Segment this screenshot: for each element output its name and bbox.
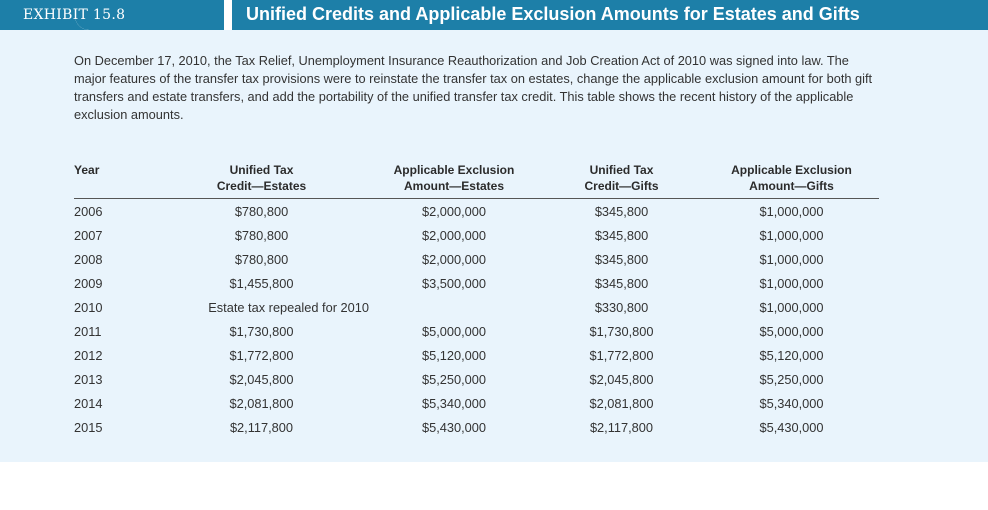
cell-exclusion-estates: $5,250,000	[421, 371, 487, 387]
cell-year: 2008	[74, 251, 103, 267]
cell-unified-credit-gifts: $345,800	[594, 203, 649, 219]
cell-unified-credit-estates: $1,455,800	[229, 275, 294, 291]
table-row	[74, 247, 879, 271]
cell-unified-credit-estates: $780,800	[234, 203, 289, 219]
cell-exclusion-estates: $5,340,000	[421, 395, 487, 411]
cell-unified-credit-gifts: $1,730,800	[589, 323, 654, 339]
table-row	[74, 223, 879, 247]
table-row	[74, 295, 879, 319]
cell-unified-credit-gifts: $330,800	[594, 299, 649, 315]
cell-unified-credit-estates: $2,081,800	[229, 395, 294, 411]
cell-unified-credit-estates: $780,800	[234, 251, 289, 267]
cell-exclusion-gifts: $1,000,000	[759, 203, 824, 219]
cell-exclusion-estates: $3,500,000	[421, 275, 487, 291]
cell-year: 2013	[74, 371, 103, 387]
exhibit-title: Unified Credits and Applicable Exclusion Amounts for Estates and Gifts	[246, 4, 860, 24]
cell-exclusion-estates: $5,430,000	[421, 419, 487, 435]
cell-unified-credit-estates: $780,800	[234, 227, 289, 243]
intro-paragraph: On December 17, 2010, the Tax Relief, Unemployment Insurance Reauthorization and Job Creation Act of 2010 was signed into law. The major features of the transfer tax provisions were to reinstate the transfer tax on estates, change the applicable exclusion amount for both gift transfers and estate transfers, and add the portability of the unified transfer tax credit. This table shows the recent history of the applicable exclusion amounts.	[74, 53, 873, 122]
cell-exclusion-estates: $5,000,000	[421, 323, 487, 339]
cell-exclusion-estates: $2,000,000	[421, 251, 487, 267]
cell-unified-credit-gifts: $2,081,800	[589, 395, 654, 411]
cell-unified-credit-estates: $2,117,800	[229, 419, 294, 435]
cell-exclusion-gifts: $1,000,000	[759, 251, 824, 267]
cell-year: 2011	[74, 323, 102, 339]
cell-unified-credit-gifts: $345,800	[594, 251, 649, 267]
cell-exclusion-gifts: $1,000,000	[759, 275, 824, 291]
cell-unified-credit-estates: $2,045,800	[229, 371, 294, 387]
table-row	[74, 415, 879, 439]
cell-year: 2007	[74, 227, 103, 243]
cell-unified-credit-gifts: $345,800	[594, 275, 649, 291]
cell-exclusion-gifts: $5,120,000	[759, 347, 824, 363]
cell-exclusion-gifts: $5,250,000	[759, 371, 824, 387]
header-divider	[224, 0, 232, 30]
cell-year: 2015	[74, 419, 103, 435]
cell-year: 2014	[74, 395, 103, 411]
cell-year: 2009	[74, 275, 103, 291]
table-header-row	[74, 160, 879, 199]
table-row	[74, 343, 879, 367]
cell-exclusion-estates	[369, 295, 539, 319]
header-unified-credit-estates: Unified Tax Credit—Estates	[154, 160, 369, 199]
header-exclusion-gifts: Applicable Exclusion Amount—Gifts	[704, 160, 879, 199]
cell-year: 2012	[74, 347, 103, 363]
cell-year: 2010	[74, 299, 103, 315]
cell-exclusion-gifts: $5,000,000	[759, 323, 824, 339]
table-row	[74, 319, 879, 343]
cell-exclusion-gifts: $1,000,000	[759, 299, 824, 315]
cell-exclusion-estates: $2,000,000	[421, 227, 487, 243]
exclusion-table	[74, 160, 879, 439]
exhibit-number: EXHIBIT 15.8	[23, 7, 126, 23]
cell-unified-credit-gifts: $2,117,800	[589, 419, 654, 435]
table-row	[74, 199, 879, 224]
cell-unified-credit-gifts: $2,045,800	[589, 371, 654, 387]
table-row	[74, 367, 879, 391]
header-unified-credit-gifts: Unified Tax Credit—Gifts	[539, 160, 704, 199]
table-row	[74, 271, 879, 295]
header-year: Year	[74, 160, 154, 199]
cell-exclusion-gifts: $1,000,000	[759, 227, 824, 243]
cell-exclusion-estates: $2,000,000	[421, 203, 487, 219]
cell-year: 2006	[74, 203, 103, 219]
cell-unified-credit-estates: $1,772,800	[229, 347, 294, 363]
header-exclusion-estates: Applicable Exclusion Amount—Estates	[369, 160, 539, 199]
cell-unified-credit-gifts: $1,772,800	[589, 347, 654, 363]
table-row	[74, 391, 879, 415]
cell-exclusion-gifts: $5,340,000	[759, 395, 824, 411]
cell-unified-credit-gifts: $345,800	[594, 227, 649, 243]
cell-exclusion-gifts: $5,430,000	[759, 419, 824, 435]
cell-estate-repealed-note: Estate tax repealed for 2010	[208, 299, 369, 315]
cell-unified-credit-estates: $1,730,800	[229, 323, 294, 339]
cell-exclusion-estates: $5,120,000	[421, 347, 487, 363]
